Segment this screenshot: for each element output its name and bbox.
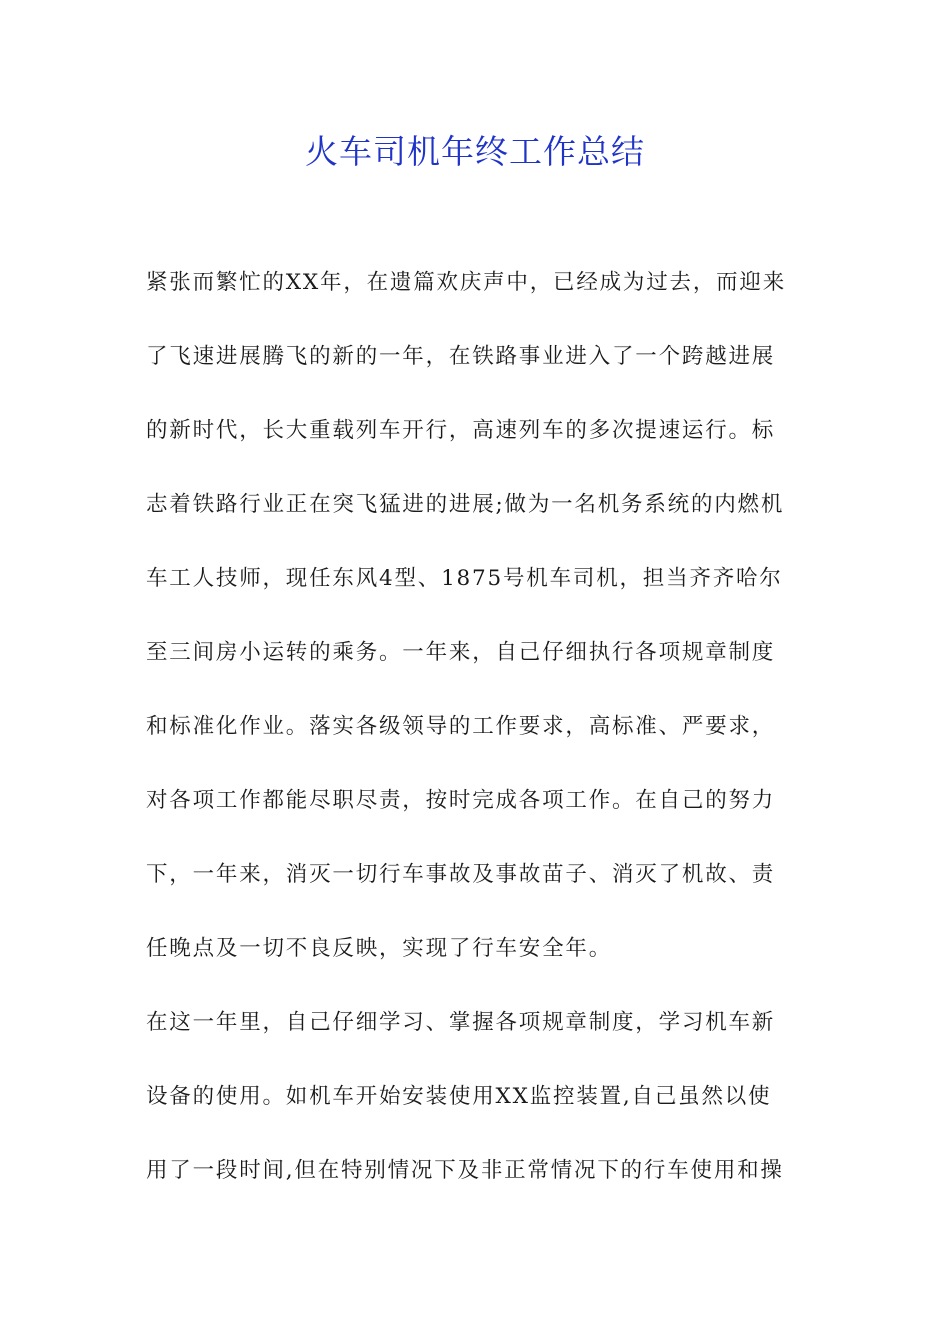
body-line: 紧张而繁忙的XX年，在遗篇欢庆声中，已经成为过去，而迎来	[146, 270, 787, 295]
body-line: 下，一年来，消灭一切行车事故及事故苗子、消灭了机故、责	[146, 862, 776, 887]
body-line: 至三间房小运转的乘务。一年来，自己仔细执行各项规章制度	[146, 640, 776, 665]
body-line: 对各项工作都能尽职尽责，按时完成各项工作。在自己的努力	[146, 788, 776, 813]
body-line: 的新时代，长大重载列车开行，高速列车的多次提速运行。标	[146, 418, 776, 443]
document-title: 火车司机年终工作总结	[305, 132, 645, 171]
body-line: 在这一年里，自己仔细学习、掌握各项规章制度，学习机车新	[146, 1010, 776, 1035]
body-line: 志着铁路行业正在突飞猛进的进展;做为一名机务系统的内燃机	[146, 492, 785, 517]
body-line: 车工人技师，现任东风4型、1875号机车司机，担当齐齐哈尔	[146, 566, 783, 591]
body-line: 任晚点及一切不良反映，实现了行车安全年。	[146, 936, 613, 961]
body-line: 了飞速进展腾飞的新的一年，在铁路事业进入了一个跨越进展	[146, 344, 776, 369]
body-line: 和标准化作业。落实各级领导的工作要求，高标准、严要求，	[146, 714, 776, 739]
body-line: 用了一段时间,但在特别情况下及非正常情况下的行车使用和操	[146, 1158, 784, 1183]
body-line: 设备的使用。如机车开始安装使用XX监控装置,自己虽然以使	[146, 1084, 772, 1109]
